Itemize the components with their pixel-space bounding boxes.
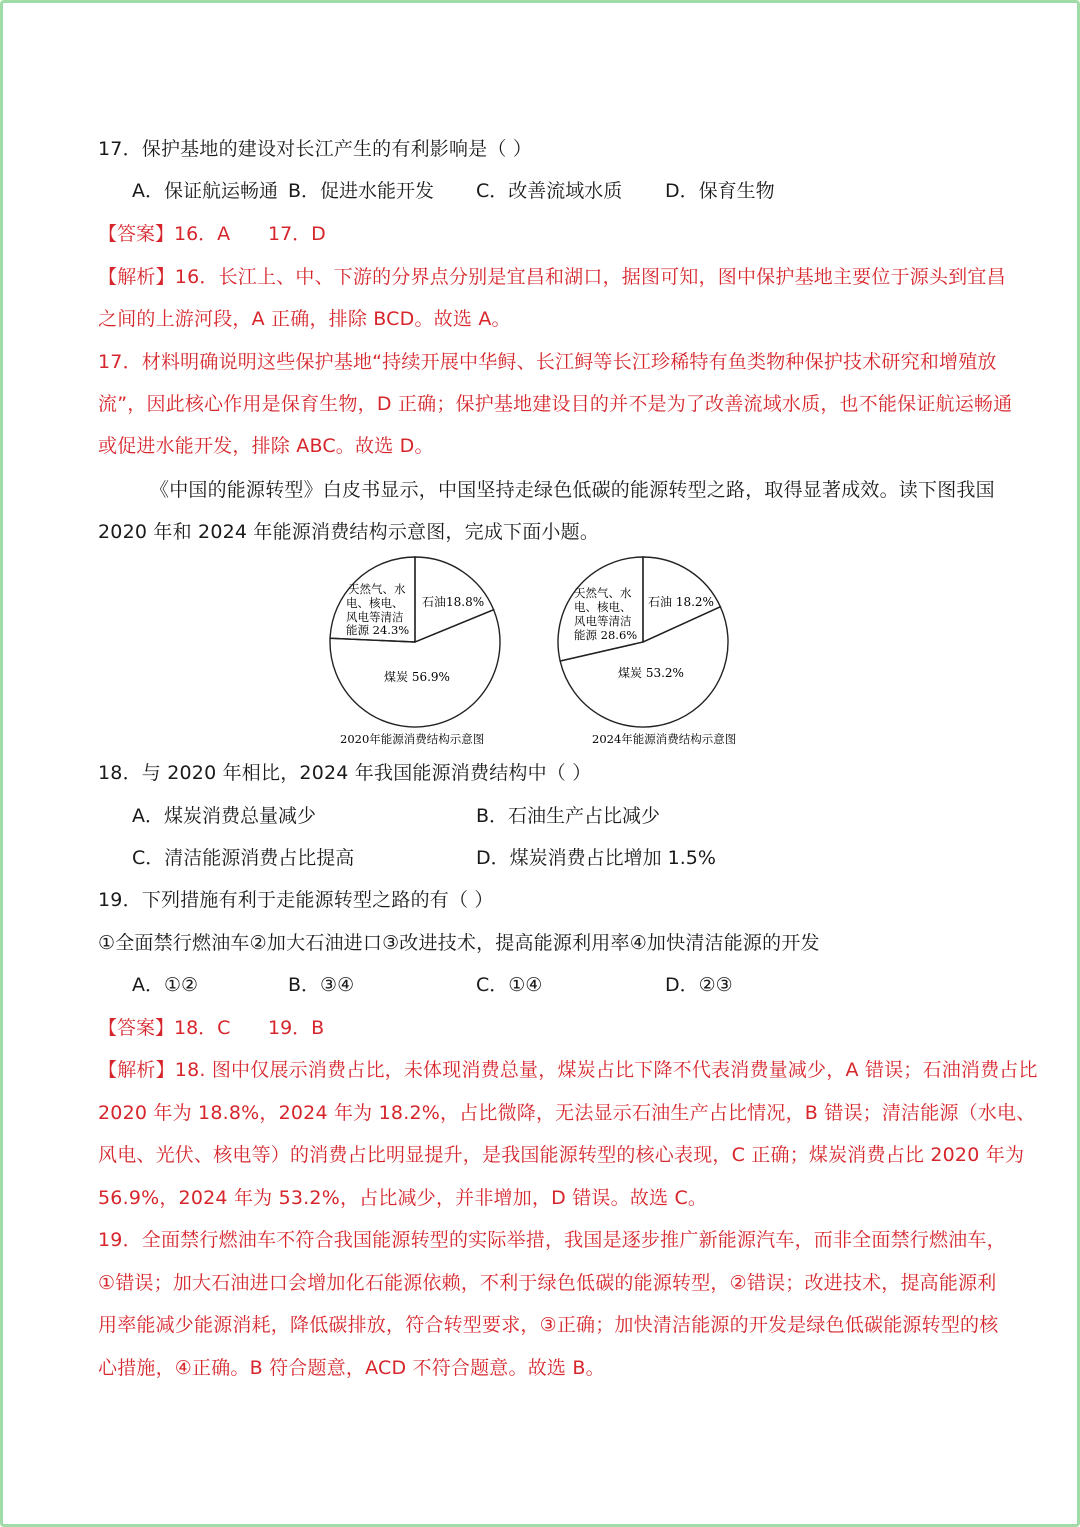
label-clean-2024-l1: 天然气、水 — [574, 586, 632, 600]
title-2024: 2024年能源消费结构示意图 — [592, 732, 737, 746]
q19-option-b: B．③④ — [288, 974, 355, 996]
q17-stem: 17．保护基地的建设对长江产生的有利影响是（ ） — [98, 138, 533, 160]
answer-17: 17．D — [268, 223, 326, 245]
pie-chart-2020 — [320, 550, 510, 750]
analysis-18-line3: 风电、光伏、核电等）的消费占比明显提升，是我国能源转型的核心表现，C 正确；煤炭消费占比 2020 年为 — [98, 1144, 1025, 1166]
q17-option-c: C．改善流域水质 — [476, 180, 623, 202]
label-clean-2020-l4: 能源 24.3% — [346, 623, 410, 637]
q19-option-a: A．①② — [132, 974, 199, 996]
analysis-19-line3: 用率能减少能源消耗，降低碳排放，符合转型要求，③正确；加快清洁能源的开发是绿色低碳能源转型的核 — [98, 1314, 999, 1336]
analysis-16-line2: 之间的上游河段，A 正确，排除 BCD。故选 A。 — [98, 308, 511, 330]
analysis-17-line2: 流”，因此核心作用是保育生物，D 正确；保护基地建设目的并不是为了改善流域水质，也不能保证航运畅通 — [98, 393, 1013, 415]
q17-option-a: A．保证航运畅通 — [132, 180, 278, 202]
label-clean-2024-l2: 电、核电、 — [574, 600, 632, 614]
answer-16: 【答案】16．A — [98, 223, 231, 245]
q19-measures: ①全面禁行燃油车②加大石油进口③改进技术，提高能源利用率④加快清洁能源的开发 — [98, 932, 820, 954]
label-coal-2020: 煤炭 56.9% — [384, 670, 450, 684]
analysis-19-line2: ①错误；加大石油进口会增加化石能源依赖，不利于绿色低碳的能源转型，②错误；改进技术，提高能源利 — [98, 1272, 997, 1294]
label-clean-2020-l1: 天然气、水 — [348, 582, 406, 596]
title-2020: 2020年能源消费结构示意图 — [340, 732, 485, 746]
q18-option-c: C．清洁能源消费占比提高 — [132, 847, 355, 869]
q17-option-b: B．促进水能开发 — [288, 180, 435, 202]
answer-19: 19．B — [268, 1017, 325, 1039]
label-oil-2020: 石油18.8% — [422, 595, 485, 609]
label-clean-2024-l4: 能源 28.6% — [574, 628, 638, 642]
q19-option-d: D．②③ — [665, 974, 733, 996]
label-oil-2024: 石油 18.2% — [648, 595, 714, 609]
analysis-16-line1: 【解析】16．长江上、中、下游的分界点分别是宜昌和湖口，据图可知，图中保护基地主要位于源头到宜昌 — [98, 266, 1006, 288]
analysis-17-line1: 17．材料明确说明这些保护基地“持续开展中华鲟、长江鲟等长江珍稀特有鱼类物种保护技术研究和增殖放 — [98, 351, 997, 373]
q19-stem: 19．下列措施有利于走能源转型之路的有（ ） — [98, 889, 494, 911]
analysis-19-line1: 19．全面禁行燃油车不符合我国能源转型的实际举措，我国是逐步推广新能源汽车，而非全面禁行燃油车， — [98, 1229, 1006, 1251]
analysis-17-line3: 或促进水能开发，排除 ABC。故选 D。 — [98, 435, 434, 457]
label-clean-2020-l3: 风电等清洁 — [346, 610, 404, 624]
analysis-19-line4: 心措施，④正确。B 符合题意，ACD 不符合题意。故选 B。 — [98, 1357, 605, 1379]
q18-option-d: D．煤炭消费占比增加 1.5% — [476, 847, 716, 869]
intro-line2: 2020 年和 2024 年能源消费结构示意图，完成下面小题。 — [98, 521, 600, 543]
analysis-18-line2: 2020 年为 18.8%，2024 年为 18.2%，占比微降，无法显示石油生产占比情况，B 错误；清洁能源（水电、 — [98, 1102, 1036, 1124]
label-coal-2024: 煤炭 53.2% — [618, 666, 684, 680]
q19-option-c: C．①④ — [476, 974, 543, 996]
label-clean-2020-l2: 电、核电、 — [346, 596, 404, 610]
intro-line1: 《中国的能源转型》白皮书显示，中国坚持走绿色低碳的能源转型之路，取得显著成效。读下图我国 — [150, 479, 995, 501]
q18-option-a: A．煤炭消费总量减少 — [132, 805, 316, 827]
pie-chart-2024 — [548, 550, 758, 750]
answer-18: 【答案】18．C — [98, 1017, 231, 1039]
analysis-18-line4: 56.9%，2024 年为 53.2%，占比减少，并非增加，D 错误。故选 C。 — [98, 1187, 708, 1209]
analysis-18-line1: 【解析】18. 图中仅展示消费占比，未体现消费总量，煤炭占比下降不代表消费量减少，A 错误；石油消费占比 — [98, 1059, 1038, 1081]
q18-stem: 18．与 2020 年相比，2024 年我国能源消费结构中（ ） — [98, 762, 592, 784]
q17-option-d: D．保育生物 — [665, 180, 775, 202]
label-clean-2024-l3: 风电等清洁 — [574, 614, 632, 628]
q18-option-b: B．石油生产占比减少 — [476, 805, 661, 827]
